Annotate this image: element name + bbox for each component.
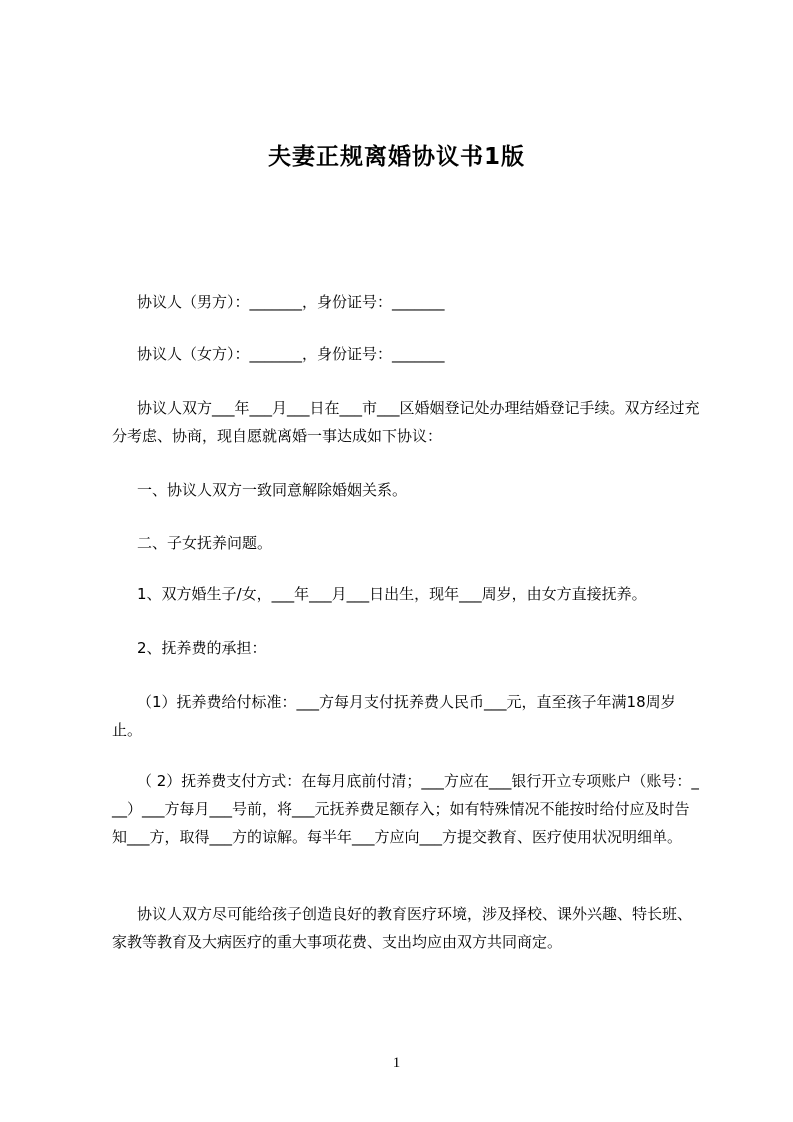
party-female-line: 协议人（女方）：_______，身份证号：_______ <box>137 345 445 363</box>
page-number: 1 <box>392 1055 401 1071</box>
clause-dissolve-marriage: 一、协议人双方一致同意解除婚姻关系。 <box>137 481 408 499</box>
party-male-line: 协议人（男方）：_______，身份证号：_______ <box>137 293 445 311</box>
clause-support-cost-heading: 2、抚养费的承担： <box>137 639 267 657</box>
clause-child-info: 1、双方婚生子/女，___年___月___日出生，现年___周岁，由女方直接抚养。 <box>137 585 647 603</box>
clause-child-custody-heading: 二、子女抚养问题。 <box>137 534 273 552</box>
document-title: 夫妻正规离婚协议书1版 <box>267 144 525 170</box>
marriage-registration-paragraph: 协议人双方___年___月___日在___市___区婚姻登记处办理结婚登记手续。双方经过充分考虑、协商，现自愿就离婚一事达成如下协议： <box>112 399 700 445</box>
clause-support-standard: （1）抚养费给付标准：___方每月支付抚养费人民币___元，直至孩子年满18周岁止。 <box>112 693 676 739</box>
clause-support-payment-method: （ 2）抚养费支付方式：在每月底前付清；___方应在___银行开立专项账户（账号：___）___方每月___号前，将___元抚养费足额存入；如有特殊情况不能按时给付应及时告知___方，取得___方的谅解。每半年___方应向___方提交教育、医疗使用状况明细单。 <box>112 772 699 846</box>
clause-education-medical: 协议人双方尽可能给孩子创造良好的教育医疗环境，涉及择校、课外兴趣、特长班、家教等教育及大病医疗的重大事项花费、支出均应由双方共同商定。 <box>112 905 693 951</box>
